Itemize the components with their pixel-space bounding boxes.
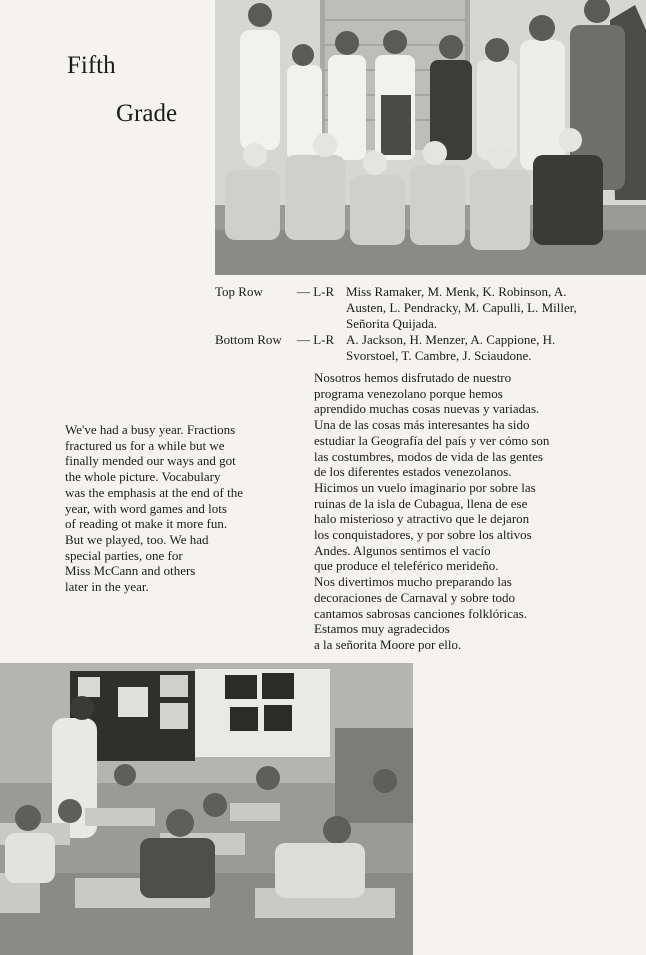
title-line-fifth: Fifth bbox=[67, 52, 116, 79]
spanish-paragraph bbox=[314, 370, 614, 653]
text-line: Hicimos un vuelo imaginario por sobre las bbox=[314, 479, 536, 495]
text-line: Andes. Algunos sentimos el vacío bbox=[314, 542, 491, 558]
text-line: halo misterioso y atractivo que le dejaron bbox=[314, 511, 530, 527]
bottom-row-dash: — L-R bbox=[297, 332, 335, 347]
text-line: programa venezolano porque hemos bbox=[314, 385, 503, 401]
text-line: the whole picture. Vocabulary bbox=[65, 469, 221, 485]
text-line: later in the year. bbox=[65, 579, 149, 595]
top-row-names: Miss Ramaker, M. Menk, K. Robinson, A. Austen, L. Pendracky, M. Capulli, L. Miller, Señorita Quijada. bbox=[346, 284, 577, 331]
text-line: Nos divertimos mucho preparando las bbox=[314, 574, 512, 590]
text-line: de los diferentes estados venezolanos. bbox=[314, 464, 512, 480]
text-line: ruinas de la isla de Cubagua, llena de ese bbox=[314, 495, 528, 511]
class-group-photo bbox=[215, 0, 646, 275]
text-line: Nosotros hemos disfrutado de nuestro bbox=[314, 370, 512, 385]
bottom-row-label: Bottom Row bbox=[215, 332, 282, 347]
text-line: a la señorita Moore por ello. bbox=[314, 636, 462, 652]
text-line: But we played, too. We had bbox=[65, 531, 209, 547]
photo-caption bbox=[215, 284, 605, 364]
text-line: aprendido muchas cosas nuevas y variadas. bbox=[314, 401, 540, 417]
top-row-dash: — L-R bbox=[297, 284, 335, 299]
text-line: fractured us for a while but we bbox=[65, 437, 225, 453]
text-line: estudiar la Geografía del país y ver cómo son bbox=[314, 432, 550, 448]
top-row-label: Top Row bbox=[215, 284, 263, 299]
text-line: que produce el teleférico merideño. bbox=[314, 558, 499, 574]
text-line: special parties, one for bbox=[65, 547, 183, 563]
caption-top-row bbox=[215, 284, 605, 332]
text-line: decoraciones de Carnaval y sobre todo bbox=[314, 589, 516, 605]
english-paragraph bbox=[65, 422, 287, 595]
caption-bottom-row bbox=[215, 332, 605, 364]
classroom-photo bbox=[0, 663, 413, 955]
text-line: Miss McCann and others bbox=[65, 563, 196, 579]
text-line: of reading ot make it more fun. bbox=[65, 516, 228, 532]
text-line: Una de las cosas más interesantes ha sido bbox=[314, 417, 530, 433]
title-line-grade: Grade bbox=[116, 100, 178, 127]
text-line: cantamos sabrosas canciones folklóricas. bbox=[314, 605, 527, 621]
text-line: los conquistadores, y por sobre los altivos bbox=[314, 527, 532, 543]
text-line: las costumbres, modos de vida de las gentes bbox=[314, 448, 543, 464]
text-line: was the emphasis at the end of the bbox=[65, 484, 243, 500]
bottom-row-names: A. Jackson, H. Menzer, A. Cappione, H. Svorstoel, T. Cambre, J. Sciaudone. bbox=[346, 332, 556, 363]
text-line: finally mended our ways and got bbox=[65, 453, 236, 469]
text-line: year, with word games and lots bbox=[65, 500, 227, 516]
text-line: Estamos muy agradecidos bbox=[314, 621, 450, 637]
text-line: We've had a busy year. Fractions bbox=[65, 422, 236, 437]
